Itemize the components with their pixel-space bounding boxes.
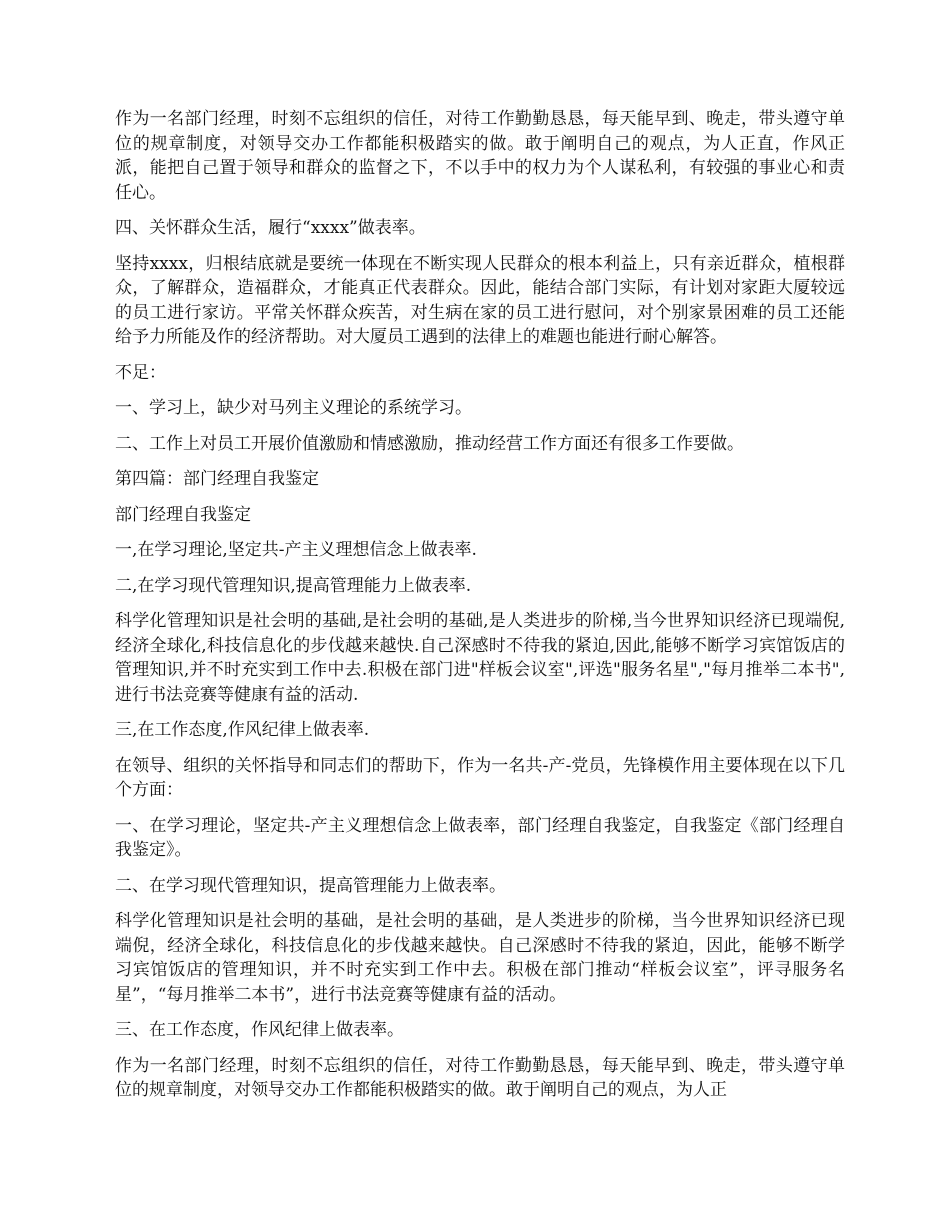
paragraph-management-knowledge-repeat: 科学化管理知识是社会明的基础，是社会明的基础，是人类进步的阶梯，当今世界知识经济已现端倪，经济全球化，科技信息化的步伐越来越快。自己深感时不待我的紧迫，因此，能够不断学习宾馆饭店的管理知识，并不时充实到工作中去。积极在部门推动“样板会议室”，评寻服务名星”，“每月推举二本书”，进行书法竞赛等健康有益的活动。 bbox=[115, 911, 845, 1005]
heading-shortcomings: 不足： bbox=[115, 362, 166, 383]
document-body bbox=[115, 107, 845, 1114]
item-three: 三、在工作态度，作风纪律上做表率。 bbox=[115, 1020, 404, 1040]
shortcoming-item-1: 一、学习上，缺少对马列主义理论的系统学习。 bbox=[115, 398, 472, 418]
shortcoming-item-2: 二、工作上对员工开展价值激励和情感激励，推动经营工作方面还有很多工作要做。 bbox=[115, 433, 744, 454]
paragraph-section-four: 坚持xxxx，归根结底就是要统一体现在不断实现人民群众的根本利益上，只有亲近群众，植根群众，了解群众，造福群众，才能真正代表群众。因此，能结合部门实际，有计划对家距大厦较远的员工进行家访。平常关怀群众疾苦，对生病在家的员工进行慰问，对个别家景困难的员工还能给予力所能及作的经济帮助。对大厦员工遇到的法律上的难题也能进行耐心解答。 bbox=[115, 253, 845, 347]
chapter-heading: 第四篇：部门经理自我鉴定 bbox=[115, 469, 319, 489]
item-one: 一、在学习理论，坚定共-产主义理想信念上做表率，部门经理自我鉴定，自我鉴定《部门经理自我鉴定》。 bbox=[115, 815, 845, 860]
paragraph-management-knowledge: 科学化管理知识是社会明的基础,是社会明的基础,是人类进步的阶梯,当今世界知识经济已现端倪,经济全球化,科技信息化的步伐越来越快.自己深感时不待我的紧迫,因此,能够不断学习宾馆饭店的管理知识,并不时充实到工作中去.积极在部门进"样板会议室",评选"服务名星","每月推举二本书",进行书法竞赛等健康有益的活动. bbox=[115, 611, 845, 705]
paragraph-vanguard: 在领导、组织的关怀指导和同志们的帮助下，作为一名共-产-党员，先锋模作用主要体现在以下几个方面： bbox=[115, 755, 845, 800]
paragraph-closing: 作为一名部门经理，时刻不忘组织的信任，对待工作勤勤恳恳，每天能早到、晚走，带头遵守单位的规章制度，对领导交办工作都能积极踏实的做。敢于阐明自己的观点，为人正 bbox=[115, 1055, 845, 1100]
heading-section-four: 四、关怀群众生活，履行“xxxx”做表率。 bbox=[115, 218, 426, 238]
point-three: 三,在工作态度,作风纪律上做表率. bbox=[115, 720, 370, 740]
paragraph-intro: 作为一名部门经理，时刻不忘组织的信任，对待工作勤勤恳恳，每天能早到、晚走，带头遵守单位的规章制度，对领导交办工作都能积极踏实的做。敢于阐明自己的观点，为人正直，作风正派，能把自己置于领导和群众的监督之下，不以手中的权力为个人谋私利，有较强的事业心和责任心。 bbox=[115, 109, 845, 203]
item-two: 二、在学习现代管理知识，提高管理能力上做表率。 bbox=[115, 875, 506, 896]
chapter-subtitle: 部门经理自我鉴定 bbox=[115, 504, 251, 525]
point-one: 一,在学习理论,坚定共-产主义理想信念上做表率. bbox=[115, 540, 477, 560]
point-two: 二,在学习现代管理知识,提高管理能力上做表率. bbox=[115, 575, 472, 596]
